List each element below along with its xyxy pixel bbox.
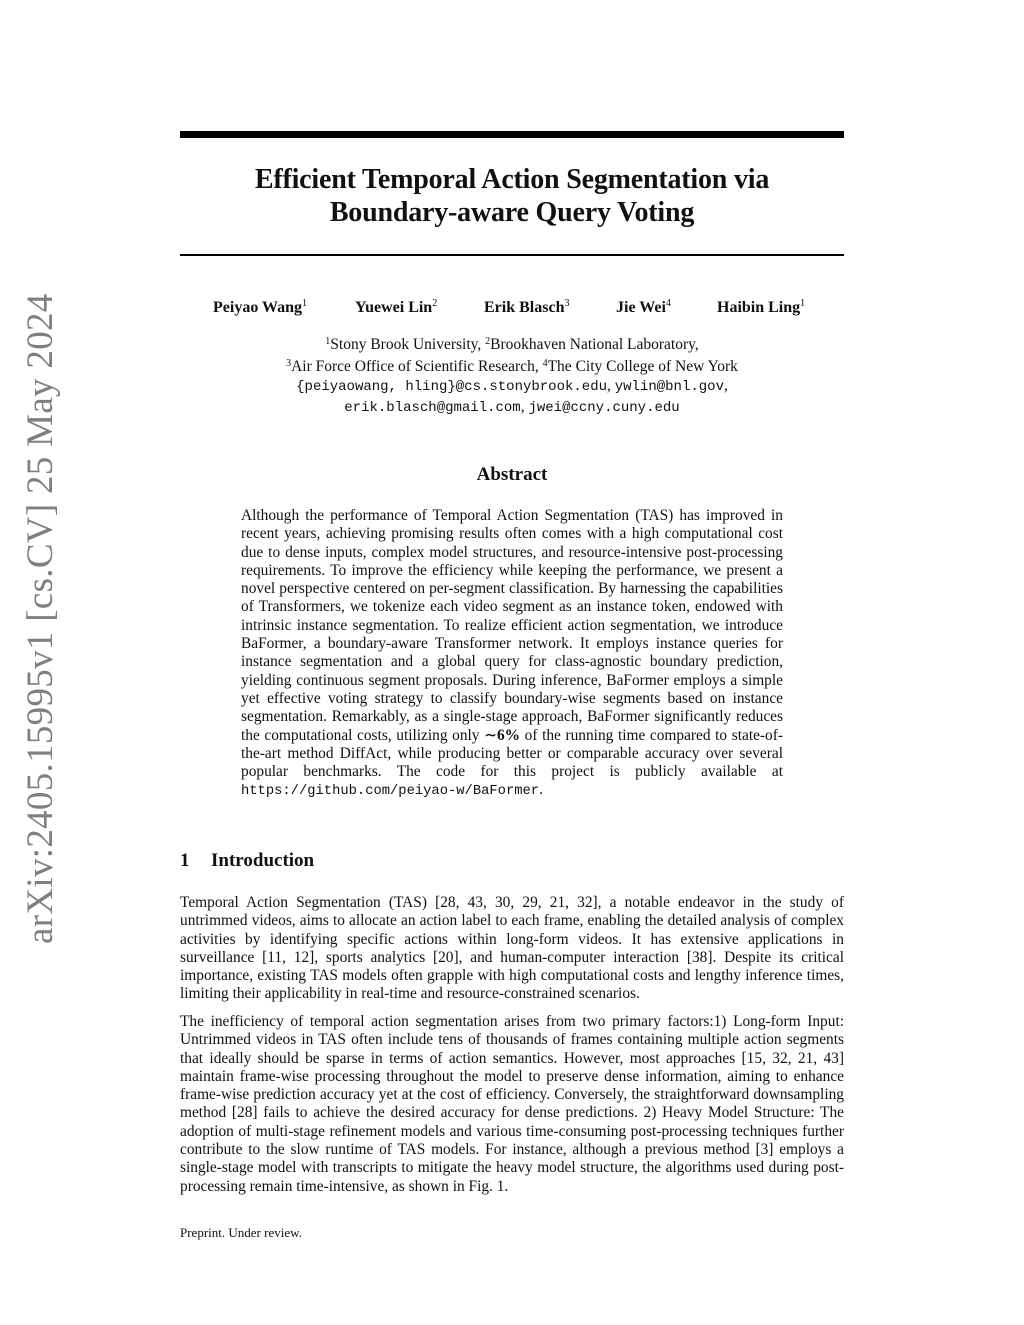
affiliation-line-2: $^3$Air Force Office of Scientific Research, $^4$The City College of New York <box>286 358 738 375</box>
abstract-heading: Abstract <box>476 464 548 485</box>
author-name: Haibin Ling$^1$ <box>717 298 806 316</box>
paper-title <box>180 163 844 229</box>
intro-paragraph: Temporal Action Segmentation (TAS) [28, 43, 30, 29, 21, 32], a notable endeavor in the study of untrimmed videos, aims to allocate an action label to each frame, enabling the detailed analysis of complex activities by identifying specific actions within long-form videos. It has extensive applications in surveillance [11, 12], sports analytics [20], and human-computer interaction [38]. Despite its critical importance, existing TAS models often grapple with high computational costs and lengthy inference times, limiting their applicability in real-time and resource-constrained scenarios. <box>180 894 844 1003</box>
email-address[interactable]: {peiyaowang, hling}@cs.stonybrook.edu <box>296 379 607 395</box>
email-line-2: erik.blasch@gmail.com, jwei@ccny.cuny.edu <box>344 398 680 416</box>
page-footer: Preprint. Under review. <box>180 1225 302 1240</box>
arxiv-identifier-stamp: arXiv:2405.15995v1 [cs.CV] 25 May 2024 <box>20 293 61 944</box>
abstract-body: Although the performance of Temporal Action Segmentation (TAS) has improved in recent years, achieving promising results often comes with a high computational cost due to dense inputs, complex model structures, and resource-intensive post-processing requirements. To improve the efficiency while keeping the performance, we present a novel perspective centered on per-segment classification. By harnessing the capabilities of Transformers, we tokenize each video segment as an instance token, endowed with intrinsic instance segmentation. To realize efficient action segmentation, we introduce BaFormer, a boundary-aware Transformer network. It employs instance queries for instance segmentation and a global query for class-agnostic boundary prediction, yielding continuous segment proposals. During inference, BaFormer employs a simple yet effective voting strategy to classify boundary-wise segments based on instance segmentation. Remarkably, as a single-stage approach, BaFormer significantly reduces the computational costs, utilizing only ∼6% of the running time compared to state-of-the-art method DiffAct, while producing better or comparable accuracy over several popular benchmarks. The code for this project is publicly available at https://github.com/peiyao-w/BaFormer. <box>241 507 783 800</box>
affiliation-line-1: $^1$Stony Brook University, $^2$Brookhaven National Laboratory, <box>325 336 699 353</box>
title-top-rule <box>180 131 844 138</box>
title-line-1: Efficient Temporal Action Segmentation via <box>254 164 770 195</box>
section-number: 1 <box>180 850 190 871</box>
email-address[interactable]: jwei@ccny.cuny.edu <box>528 400 680 416</box>
email-address[interactable]: erik.blasch@gmail.com <box>344 400 521 416</box>
email-address[interactable]: ywlin@bnl.gov <box>614 379 724 395</box>
author-name: Jie Wei$^4$ <box>616 298 671 316</box>
section-title: Introduction <box>211 850 315 871</box>
title-line-2: Boundary-aware Query Voting <box>329 197 695 228</box>
code-repository-link[interactable]: https://github.com/peiyao-w/BaFormer <box>241 784 540 800</box>
title-bottom-rule <box>180 254 844 256</box>
author-name: Yuewei Lin$^2$ <box>355 298 438 316</box>
intro-paragraph: The inefficiency of temporal action segmentation arises from two primary factors:1) Long-form Input: Untrimmed videos in TAS often include tens of thousands of frames containing multiple action segments that ideally should be sparse in terms of action semantics. However, most approaches [15, 32, 21, 43] maintain frame-wise processing throughout the model to preserve dense information, aiming to enhance frame-wise prediction accuracy yet at the cost of efficiency. Conversely, the straightforward downsampling method [28] fails to achieve the desired accuracy for dense predictions. 2) Heavy Model Structure: The adoption of multi-stage refinement models and various time-consuming post-processing techniques further contribute to the slow runtime of TAS models. For instance, although a previous method [3] employs a single-stage model with transcripts to mitigate the heavy model structure, the algorithms used during post-processing remain time-intensive, as shown in Fig. 1. <box>180 1013 844 1195</box>
affiliations <box>180 332 844 418</box>
author-name: Peiyao Wang$^1$ <box>213 298 308 316</box>
email-line-1: {peiyaowang, hling}@cs.stonybrook.edu, ywlin@bnl.gov, <box>296 377 728 395</box>
author-name: Erik Blasch$^3$ <box>484 298 570 316</box>
speed-highlight: ∼6% <box>484 726 521 744</box>
section-heading <box>180 850 314 872</box>
